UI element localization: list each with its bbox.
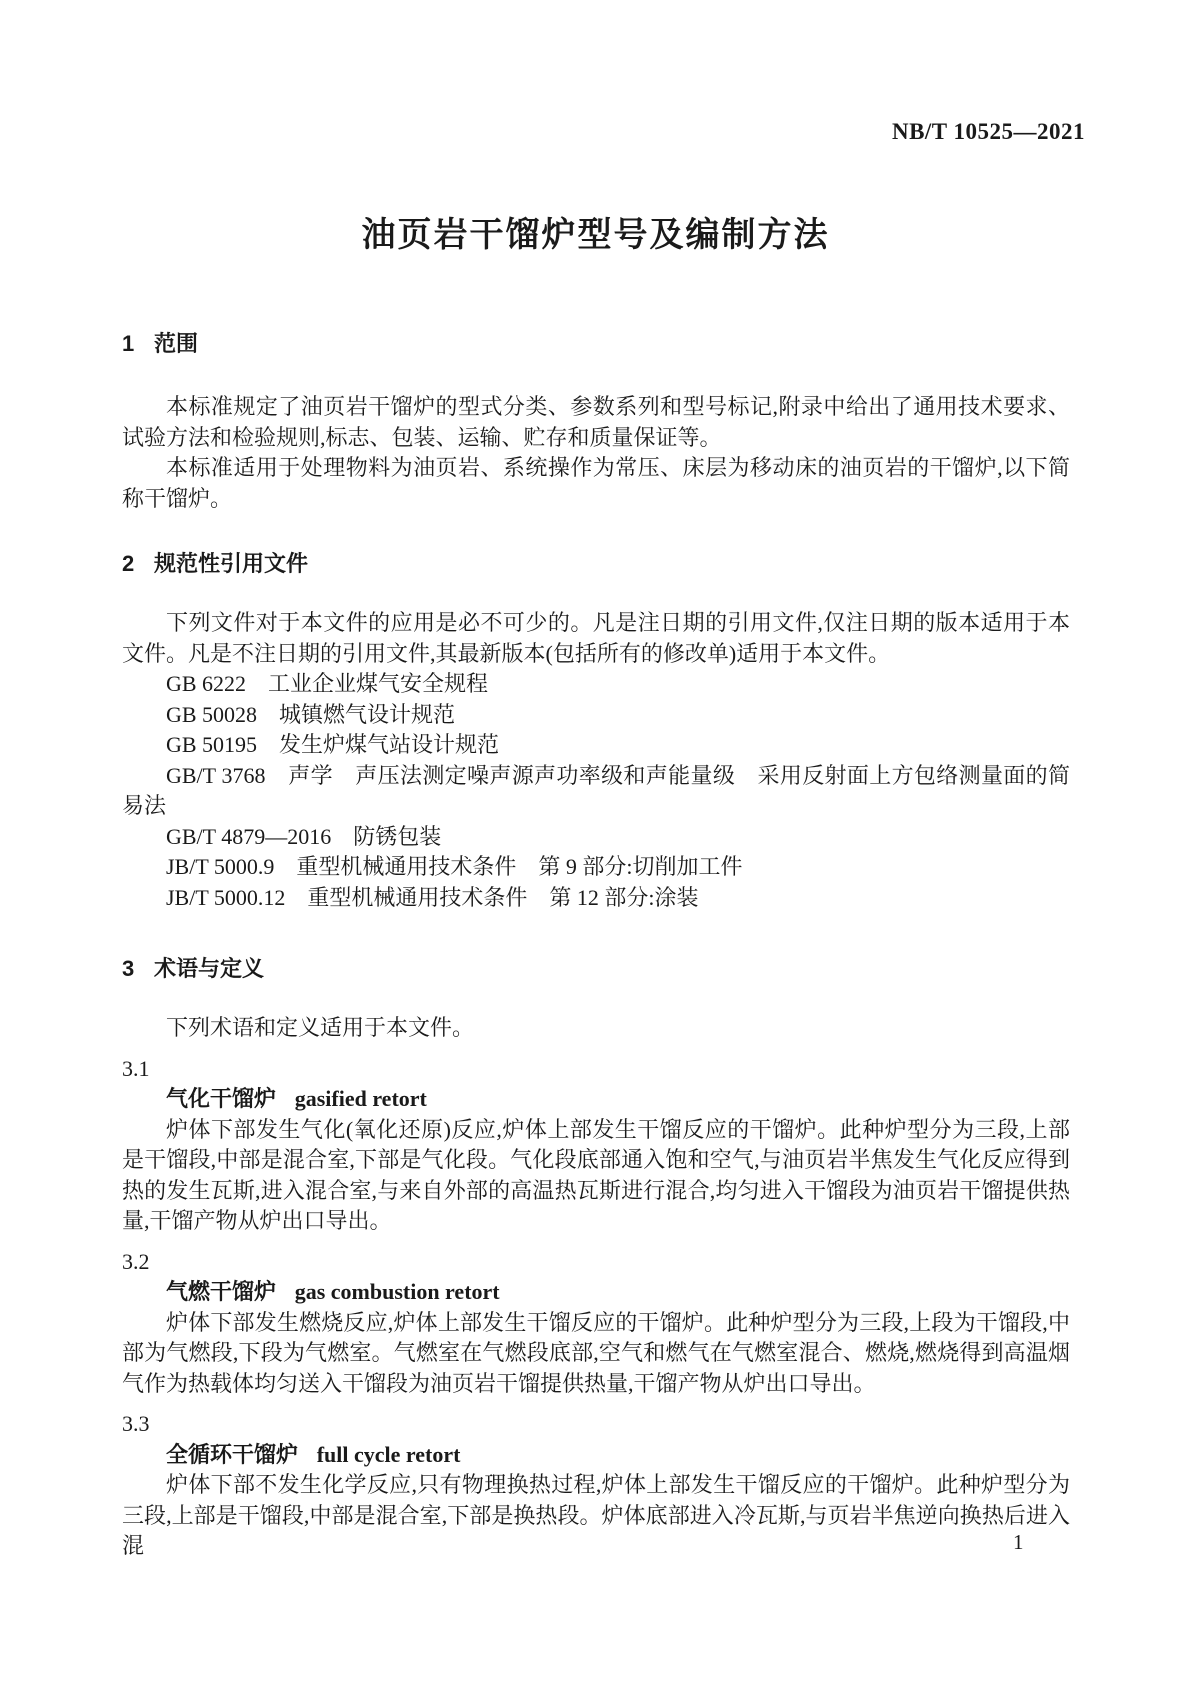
term-3-3 <box>122 1409 1070 1562</box>
term-name-en: full cycle retort <box>316 1441 461 1467</box>
term-name-en: gasified retort <box>294 1086 427 1111</box>
term-number: 3.2 <box>122 1248 150 1274</box>
term-definition: 炉体下部不发生化学反应,只有物理换热过程,炉体上部发生干馏反应的干馏炉。此种炉型分为三段,上部是干馏段,中部是混合室,下部是换热段。炉体底部进入冷瓦斯,与页岩半焦逆向换热后进入混 <box>122 1472 1070 1558</box>
reference-item: GB 50195 发生炉煤气站设计规范 <box>166 732 500 757</box>
term-number: 3.3 <box>122 1411 150 1436</box>
term-3-1 <box>122 1054 1070 1237</box>
reference-item: GB 6222 工业企业煤气安全规程 <box>166 671 489 696</box>
term-definition: 炉体下部发生燃烧反应,炉体上部发生干馏反应的干馏炉。此种炉型分为三段,上段为干馏段,中部为气燃段,下段为气燃室。气燃室在气燃段底部,空气和燃气在气燃室混合、燃烧,燃烧得到高温烟气作为热载体均匀送入干馏段为油页岩干馏提供热量,干馏产物从炉出口导出。 <box>122 1309 1070 1396</box>
term-name-cn: 气化干馏炉 <box>166 1086 277 1111</box>
term-number: 3.1 <box>122 1055 150 1081</box>
section-3-number: 3 <box>122 956 135 981</box>
document-number: NB/T 10525—2021 <box>891 119 1085 144</box>
reference-item: JB/T 5000.12 重型机械通用技术条件 第 12 部分:涂装 <box>166 884 699 910</box>
term-name-en: gas combustion retort <box>294 1279 500 1304</box>
document-content <box>122 333 1070 1562</box>
references-intro: 下列文件对于本文件的应用是必不可少的。凡是注日期的引用文件,仅注日期的版本适用于本文件。凡是不注日期的引用文件,其最新版本(包括所有的修改单)适用于本文件。 <box>122 610 1070 666</box>
reference-item: GB 50028 城镇燃气设计规范 <box>166 701 456 727</box>
section-1-title: 范围 <box>154 331 199 356</box>
term-heading <box>122 1084 1070 1115</box>
term-definition: 炉体下部发生气化(氧化还原)反应,炉体上部发生干馏反应的干馏炉。此种炉型分为三段,上部是干馏段,中部是混合室,下部是气化段。气化段底部通入饱和空气,与油页岩半焦发生气化反应得到热的发生瓦斯,进入混合室,与来自外部的高温热瓦斯进行混合,均匀进入干馏段为油页岩干馏提供热量,干馏产物从炉出口导出。 <box>122 1116 1070 1233</box>
term-3-2 <box>122 1247 1070 1400</box>
reference-item: GB/T 3768 声学 声压法测定噪声源声功率级和声能量级 采用反射面上方包络测量面的简易法 <box>122 762 1070 818</box>
term-name-cn: 全循环干馏炉 <box>166 1441 299 1467</box>
term-name-cn: 气燃干馏炉 <box>166 1279 277 1304</box>
scope-paragraph-2: 本标准适用于处理物料为油页岩、系统操作为常压、床层为移动床的油页岩的干馏炉,以下简称干馏炉。 <box>122 455 1070 511</box>
section-3-heading <box>122 958 1070 980</box>
section-1-heading <box>122 333 1070 355</box>
document-title: 油页岩干馏炉型号及编制方法 <box>361 216 830 254</box>
reference-item: GB/T 4879—2016 防锈包装 <box>166 823 442 849</box>
section-2-heading <box>122 553 1070 575</box>
page-number: 1 <box>1013 1530 1024 1554</box>
section-3-title: 术语与定义 <box>154 956 265 981</box>
term-heading <box>122 1440 1070 1471</box>
term-heading <box>122 1277 1070 1308</box>
section-2-title: 规范性引用文件 <box>154 551 309 576</box>
reference-item: JB/T 5000.9 重型机械通用技术条件 第 9 部分:切削加工件 <box>166 854 743 879</box>
terms-intro: 下列术语和定义适用于本文件。 <box>166 1015 475 1040</box>
section-1-number: 1 <box>122 331 135 356</box>
section-2-number: 2 <box>122 551 135 576</box>
scope-paragraph-1: 本标准规定了油页岩干馏炉的型式分类、参数系列和型号标记,附录中给出了通用技术要求、试验方法和检验规则,标志、包装、运输、贮存和质量保证等。 <box>122 394 1070 450</box>
